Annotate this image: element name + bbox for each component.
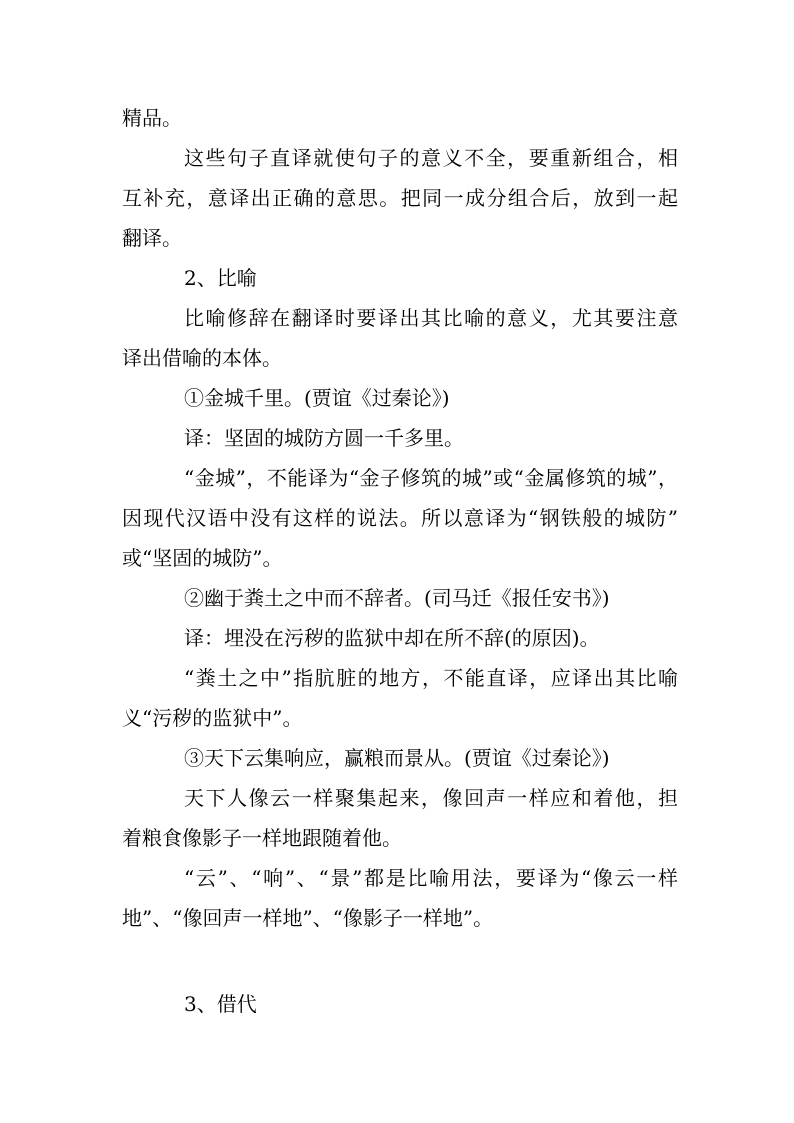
text-line: “云”、“响”、“景”都是比喻用法，要译为“像云一样 bbox=[184, 866, 678, 890]
example-sentence: ②幽于粪土之中而不辞者。(司马迁《报任安书》) bbox=[184, 586, 610, 610]
document-body bbox=[122, 98, 678, 1024]
spacer bbox=[122, 938, 678, 984]
text-line: 着粮食像影子一样地跟随着他。 bbox=[122, 826, 402, 850]
text-line: 译出借喻的本体。 bbox=[122, 346, 282, 370]
translation-line: 天下人像云一样聚集起来，像回声一样应和着他，担 bbox=[184, 786, 678, 810]
text-line: 精品。 bbox=[122, 106, 182, 130]
text-line: 翻译。 bbox=[122, 226, 182, 250]
example-sentence: ③天下云集响应，赢粮而景从。(贾谊《过秦论》) bbox=[184, 746, 610, 770]
text-line: 义“污秽的监狱中”。 bbox=[122, 706, 303, 730]
section-heading: 2、比喻 bbox=[184, 266, 257, 290]
text-line: 这些句子直译就使句子的意义不全，要重新组合，相 bbox=[184, 146, 678, 170]
text-line: 地”、“像回声一样地”、“像影子一样地”。 bbox=[122, 906, 494, 930]
translation-line: 译：坚固的城防方圆一千多里。 bbox=[184, 426, 464, 450]
text-line: 或“坚固的城防”。 bbox=[122, 546, 283, 570]
text-line: “粪土之中”指肮脏的地方，不能直译，应译出其比喻 bbox=[184, 666, 678, 690]
translation-line: 译：埋没在污秽的监狱中却在所不辞(的原因)。 bbox=[184, 626, 600, 650]
text-line: 互补充，意译出正确的意思。把同一成分组合后，放到一起 bbox=[122, 186, 678, 210]
section-heading: 3、借代 bbox=[184, 992, 257, 1016]
example-sentence: ①金城千里。(贾谊《过秦论》) bbox=[184, 386, 450, 410]
text-line: “金城”，不能译为“金子修筑的城”或“金属修筑的城”， bbox=[184, 466, 678, 490]
text-line: 比喻修辞在翻译时要译出其比喻的意义，尤其要注意 bbox=[184, 306, 678, 330]
text-line: 因现代汉语中没有这样的说法。所以意译为“钢铁般的城防” bbox=[122, 506, 678, 530]
